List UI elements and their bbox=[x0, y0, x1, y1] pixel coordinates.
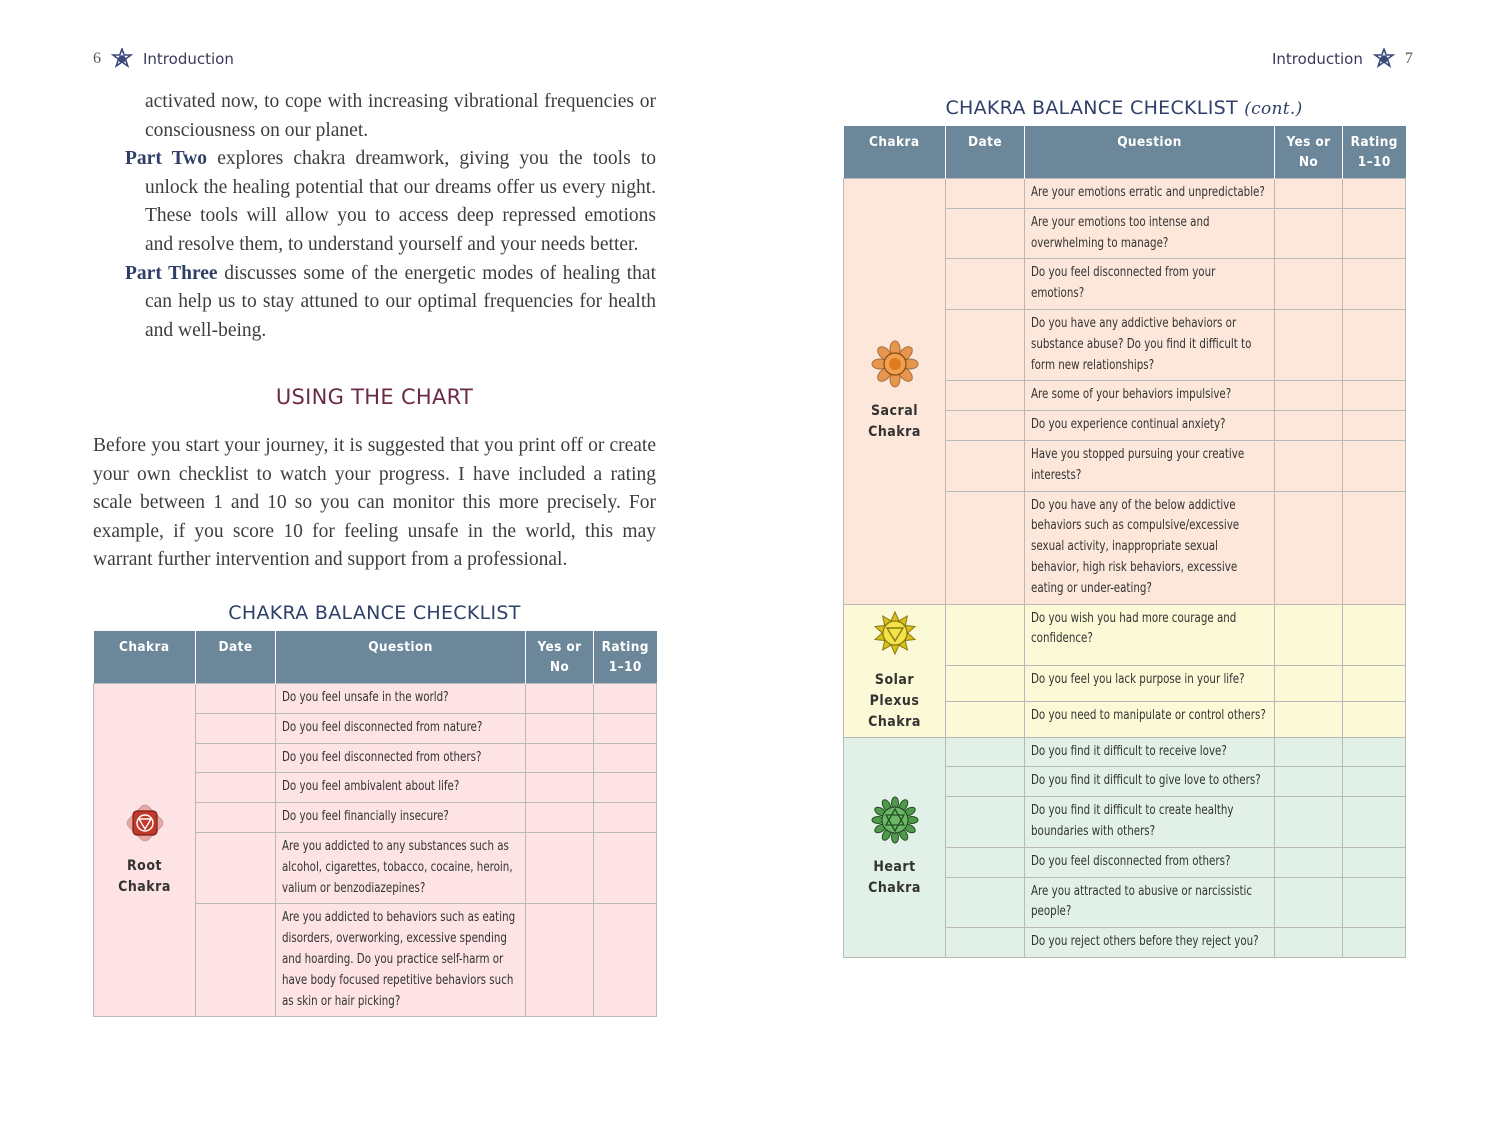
question-text: Do you find it difficult to receive love? bbox=[1031, 743, 1227, 759]
table-header-row bbox=[844, 126, 1406, 179]
question-cell bbox=[1025, 847, 1275, 877]
rating-cell[interactable] bbox=[1343, 928, 1406, 958]
header-date: Date bbox=[946, 126, 1025, 179]
date-cell[interactable] bbox=[946, 665, 1025, 701]
yes-no-cell[interactable] bbox=[1275, 259, 1343, 310]
header-rating: Rating 1–10 bbox=[594, 631, 657, 684]
question-cell bbox=[276, 904, 526, 1017]
question-text: Do you feel disconnected from nature? bbox=[282, 719, 483, 735]
question-text: Do you find it difficult to create healthy boundaries with others? bbox=[1031, 803, 1234, 839]
table-title-suffix: (cont.) bbox=[1244, 99, 1303, 119]
chakra-name-suffix: Chakra bbox=[868, 423, 921, 440]
part-three-text: discusses some of the energetic modes of healing that can help us to stay attuned to our optimal frequencies for health and well-being. bbox=[145, 262, 657, 341]
date-cell[interactable] bbox=[946, 491, 1025, 604]
part-three-label: Part Three bbox=[125, 262, 218, 284]
running-head-title: Introduction bbox=[143, 50, 234, 68]
yes-no-cell[interactable] bbox=[526, 713, 594, 743]
question-cell bbox=[1025, 259, 1275, 310]
date-cell[interactable] bbox=[946, 309, 1025, 380]
rating-cell[interactable] bbox=[1343, 847, 1406, 877]
rating-cell[interactable] bbox=[1343, 491, 1406, 604]
date-cell[interactable] bbox=[946, 737, 1025, 767]
question-cell bbox=[1025, 797, 1275, 848]
date-cell[interactable] bbox=[946, 797, 1025, 848]
question-text: Are you addicted to any substances such as alcohol, cigarettes, tobacco, cocaine, heroin, valium or benzodiazepines? bbox=[282, 838, 513, 896]
table-title-right: CHAKRA BALANCE CHECKLIST (cont.) bbox=[945, 97, 1303, 119]
rating-cell[interactable] bbox=[594, 713, 657, 743]
page-number: 7 bbox=[1404, 50, 1413, 67]
part-two-label: Part Two bbox=[125, 148, 208, 170]
question-cell bbox=[1025, 491, 1275, 604]
yes-no-cell[interactable] bbox=[526, 832, 594, 903]
yes-no-cell[interactable] bbox=[1275, 877, 1343, 928]
yes-no-cell[interactable] bbox=[1275, 179, 1343, 209]
part-two-text: explores chakra dreamwork, giving you the tools to unlock the healing potential that our dreams offer us every night. These tools will allow you to access deep repressed emotions and resolve them, to understand yourself and your needs better. bbox=[145, 148, 656, 255]
header-date: Date bbox=[196, 631, 276, 684]
question-cell bbox=[1025, 604, 1275, 665]
question-cell bbox=[276, 684, 526, 714]
date-cell[interactable] bbox=[946, 208, 1025, 259]
date-cell[interactable] bbox=[196, 832, 276, 903]
question-text: Are you addicted to behaviors such as eating disorders, overworking, excessive spending and hoarding. Do you practice self-harm or have body focused repetitive behaviors such as skin or hair picking? bbox=[282, 910, 516, 1009]
checklist-table-left bbox=[93, 631, 657, 1017]
right-page bbox=[750, 0, 1500, 1125]
header-question: Question bbox=[1025, 126, 1275, 179]
solar-plexus-chakra-section bbox=[844, 604, 1406, 737]
rating-cell[interactable] bbox=[1343, 411, 1406, 441]
sacral-chakra-cell bbox=[844, 179, 946, 605]
section-heading: USING THE CHART bbox=[275, 385, 474, 409]
rating-cell[interactable] bbox=[594, 773, 657, 803]
rating-cell[interactable] bbox=[1343, 737, 1406, 767]
part-two-paragraph bbox=[93, 145, 656, 259]
chakra-name: Solar Plexus bbox=[869, 671, 920, 709]
yes-no-cell[interactable] bbox=[1275, 847, 1343, 877]
root-chakra-section bbox=[94, 684, 657, 1017]
date-cell[interactable] bbox=[946, 847, 1025, 877]
rating-cell[interactable] bbox=[594, 803, 657, 833]
star-ornament-icon bbox=[1373, 48, 1395, 70]
date-cell[interactable] bbox=[196, 803, 276, 833]
rating-cell[interactable] bbox=[594, 684, 657, 714]
date-cell[interactable] bbox=[946, 877, 1025, 928]
yes-no-cell[interactable] bbox=[1275, 701, 1343, 737]
question-text: Do you experience continual anxiety? bbox=[1031, 417, 1226, 433]
rating-cell[interactable] bbox=[1343, 381, 1406, 411]
question-text: Are some of your behaviors impulsive? bbox=[1031, 387, 1232, 403]
chakra-name-suffix: Chakra bbox=[868, 713, 921, 730]
question-text: Do you need to manipulate or control others? bbox=[1031, 707, 1266, 723]
question-cell bbox=[1025, 877, 1275, 928]
star-ornament-icon bbox=[111, 48, 133, 70]
question-cell bbox=[1025, 665, 1275, 701]
question-cell bbox=[1025, 179, 1275, 209]
table-row bbox=[844, 604, 1406, 665]
date-cell[interactable] bbox=[196, 904, 276, 1017]
question-cell bbox=[1025, 737, 1275, 767]
rating-cell[interactable] bbox=[1343, 877, 1406, 928]
question-cell bbox=[276, 743, 526, 773]
rating-cell[interactable] bbox=[1343, 208, 1406, 259]
date-cell[interactable] bbox=[946, 381, 1025, 411]
rating-cell[interactable] bbox=[1343, 179, 1406, 209]
running-head-right bbox=[1272, 48, 1413, 70]
heart-chakra-section bbox=[844, 737, 1406, 957]
question-text: Do you feel disconnected from your emotions? bbox=[1031, 265, 1216, 302]
yes-no-cell[interactable] bbox=[1275, 665, 1343, 701]
header-chakra: Chakra bbox=[94, 631, 196, 684]
question-text: Are your emotions erratic and unpredictable? bbox=[1031, 185, 1265, 200]
rating-cell[interactable] bbox=[594, 743, 657, 773]
rating-cell[interactable] bbox=[1343, 665, 1406, 701]
heart-chakra-icon bbox=[850, 796, 939, 851]
question-text: Have you stopped pursuing your creative interests? bbox=[1031, 446, 1245, 483]
header-question: Question bbox=[276, 631, 526, 684]
date-cell[interactable] bbox=[196, 713, 276, 743]
root-chakra-icon bbox=[100, 803, 189, 850]
question-text: Do you feel disconnected from others? bbox=[282, 749, 482, 765]
question-cell bbox=[1025, 381, 1275, 411]
yes-no-cell[interactable] bbox=[1275, 411, 1343, 441]
question-cell bbox=[276, 773, 526, 803]
question-cell bbox=[1025, 411, 1275, 441]
chakra-name-suffix: Chakra bbox=[868, 879, 921, 896]
solar-chakra-cell bbox=[844, 604, 946, 737]
chakra-name: Heart bbox=[873, 858, 916, 875]
rating-cell[interactable] bbox=[1343, 440, 1406, 491]
rating-cell[interactable] bbox=[1343, 604, 1406, 665]
yes-no-cell[interactable] bbox=[1275, 928, 1343, 958]
rating-cell[interactable] bbox=[594, 904, 657, 1017]
question-cell bbox=[276, 832, 526, 903]
question-cell bbox=[1025, 701, 1275, 737]
question-cell bbox=[1025, 767, 1275, 797]
question-text: Do you have any addictive behaviors or substance abuse? Do you find it difficult to form new relationships? bbox=[1031, 315, 1252, 373]
table-row bbox=[844, 179, 1406, 209]
question-text: Do you feel financially insecure? bbox=[282, 809, 449, 825]
question-text: Do you wish you had more courage and confidence? bbox=[1031, 610, 1237, 647]
question-text: Do you find it difficult to give love to others? bbox=[1031, 773, 1261, 789]
intro-text bbox=[93, 88, 656, 345]
yes-no-cell[interactable] bbox=[526, 773, 594, 803]
date-cell[interactable] bbox=[946, 259, 1025, 310]
rating-cell[interactable] bbox=[1343, 309, 1406, 380]
yes-no-cell[interactable] bbox=[1275, 797, 1343, 848]
heart-chakra-cell bbox=[844, 737, 946, 957]
header-rating: Rating 1–10 bbox=[1343, 126, 1406, 179]
date-cell[interactable] bbox=[196, 684, 276, 714]
question-text: Do you reject others before they reject you? bbox=[1031, 934, 1259, 950]
question-text: Do you have any of the below addictive behaviors such as compulsive/excessive sexual activity, inappropriate sexual behavior, high risk behaviors, excessive eating or under-eating? bbox=[1031, 497, 1240, 596]
rating-cell[interactable] bbox=[1343, 767, 1406, 797]
rating-cell[interactable] bbox=[594, 832, 657, 903]
part-three-paragraph bbox=[93, 260, 656, 346]
question-cell bbox=[276, 713, 526, 743]
sacral-chakra-section bbox=[844, 179, 1406, 605]
date-cell[interactable] bbox=[946, 701, 1025, 737]
solar-chakra-icon bbox=[850, 609, 939, 664]
question-cell bbox=[1025, 440, 1275, 491]
question-cell bbox=[1025, 928, 1275, 958]
table-row bbox=[94, 684, 657, 714]
date-cell[interactable] bbox=[946, 440, 1025, 491]
date-cell[interactable] bbox=[196, 773, 276, 803]
date-cell[interactable] bbox=[946, 928, 1025, 958]
yes-no-cell[interactable] bbox=[1275, 440, 1343, 491]
question-text: Do you feel ambivalent about life? bbox=[282, 779, 460, 795]
chakra-name: Sacral bbox=[870, 402, 919, 419]
question-text: Do you feel disconnected from others? bbox=[1031, 853, 1231, 869]
yes-no-cell[interactable] bbox=[526, 803, 594, 833]
intro-continuation: activated now, to cope with increasing vibrational frequencies or consciousness on our planet. bbox=[145, 91, 656, 141]
yes-no-cell[interactable] bbox=[1275, 309, 1343, 380]
question-cell bbox=[276, 803, 526, 833]
table-header-row bbox=[94, 631, 657, 684]
yes-no-cell[interactable] bbox=[1275, 737, 1343, 767]
yes-no-cell[interactable] bbox=[1275, 767, 1343, 797]
header-chakra: Chakra bbox=[844, 126, 946, 179]
question-text: Are your emotions too intense and overwhelming to manage? bbox=[1031, 214, 1210, 251]
rating-cell[interactable] bbox=[1343, 797, 1406, 848]
rating-cell[interactable] bbox=[1343, 259, 1406, 310]
date-cell[interactable] bbox=[196, 743, 276, 773]
header-yes-no: Yes or No bbox=[1275, 126, 1343, 179]
date-cell[interactable] bbox=[946, 179, 1025, 209]
question-text: Are you attracted to abusive or narcissistic people? bbox=[1031, 883, 1253, 920]
table-title-left: CHAKRA BALANCE CHECKLIST bbox=[228, 602, 521, 624]
yes-no-cell[interactable] bbox=[1275, 491, 1343, 604]
running-head-left bbox=[93, 48, 234, 70]
question-cell bbox=[1025, 208, 1275, 259]
yes-no-cell[interactable] bbox=[526, 684, 594, 714]
sacral-chakra-icon bbox=[850, 340, 939, 395]
section-paragraph: Before you start your journey, it is suggested that you print off or create your own checklist to watch your progress. I have included a rating scale between 1 and 10 so you can monitor this more precisely. For example, if you score 10 for feeling unsafe in the world, this may warrant further intervention and support from a professional. bbox=[93, 435, 656, 571]
root-chakra-cell bbox=[94, 684, 196, 1017]
date-cell[interactable] bbox=[946, 604, 1025, 665]
chakra-name: Root bbox=[126, 857, 163, 874]
yes-no-cell[interactable] bbox=[526, 743, 594, 773]
page-number: 6 bbox=[93, 50, 101, 67]
rating-cell[interactable] bbox=[1343, 701, 1406, 737]
yes-no-cell[interactable] bbox=[1275, 208, 1343, 259]
yes-no-cell[interactable] bbox=[1275, 604, 1343, 665]
question-cell bbox=[1025, 309, 1275, 380]
question-text: Do you feel you lack purpose in your life? bbox=[1031, 671, 1245, 687]
date-cell[interactable] bbox=[946, 411, 1025, 441]
chakra-name-suffix: Chakra bbox=[118, 878, 171, 895]
date-cell[interactable] bbox=[946, 767, 1025, 797]
yes-no-cell[interactable] bbox=[1275, 381, 1343, 411]
yes-no-cell[interactable] bbox=[526, 904, 594, 1017]
table-row bbox=[844, 737, 1406, 767]
question-text: Do you feel unsafe in the world? bbox=[282, 690, 449, 705]
header-yes-no: Yes or No bbox=[526, 631, 594, 684]
checklist-table-right bbox=[843, 126, 1406, 958]
running-head-title: Introduction bbox=[1272, 50, 1363, 68]
